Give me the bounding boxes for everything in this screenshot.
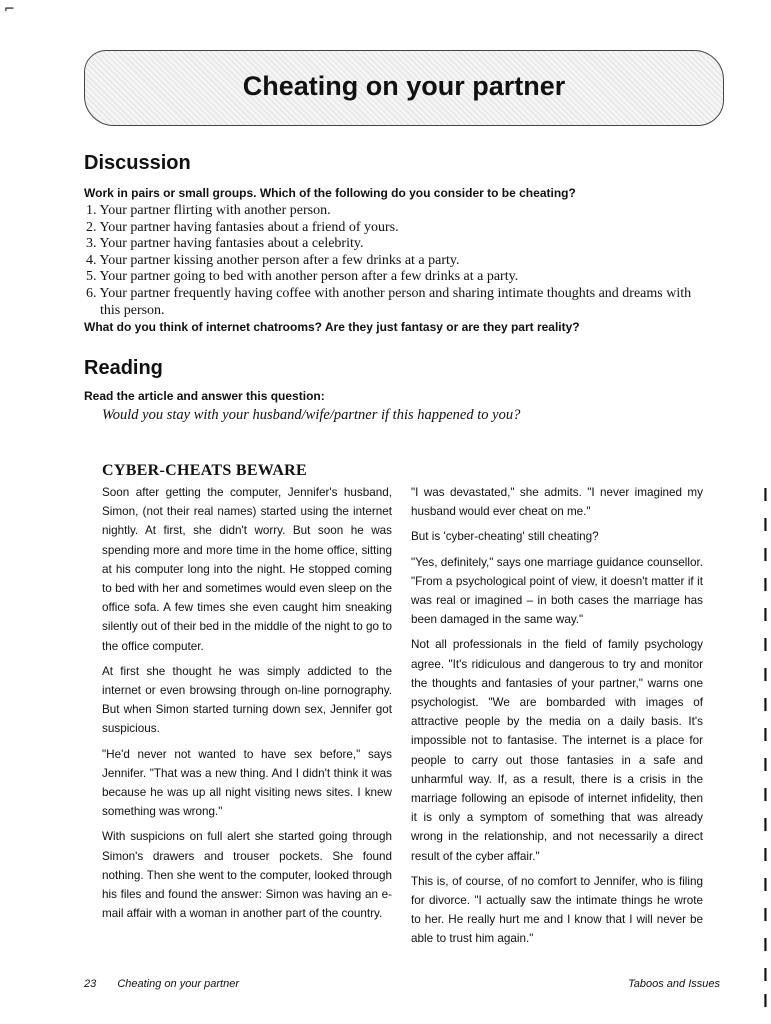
title-banner (84, 50, 724, 126)
article-paragraph: This is, of course, of no comfort to Jennifer, who is filing for divorce. "I actually saw the intimate things he wrote to her. He really hurt me and I know that I will never be able to trust him again." (411, 874, 703, 946)
footer-left (84, 978, 239, 990)
discussion-heading: Discussion (84, 152, 191, 174)
discussion-followup: What do you think of internet chatrooms? Are they just fantasy or are they part reality? (84, 320, 580, 334)
discussion-instruction: Work in pairs or small groups. Which of the following do you consider to be cheating? (84, 186, 576, 200)
footer-chapter: Cheating on your partner (117, 978, 239, 990)
footer-book-section: Taboos and Issues (628, 978, 720, 990)
page-title: Cheating on your partner (242, 71, 566, 101)
discussion-item-4: 4. Your partner kissing another person after a few drinks at a party. (86, 252, 460, 268)
article-paragraph: "He'd never not wanted to have sex before," says Jennifer. "That was a new thing. And I didn't think it was because he was up all night visiting news sites. I knew something was wrong." (102, 747, 392, 819)
discussion-item-1: 1. Your partner flirting with another person. (86, 203, 331, 218)
article-paragraph: Soon after getting the computer, Jennifer's husband, Simon, (not their real names) started using the internet nightly. At first, she didn't worry. But soon he was spending more and more time in the home office, sitting at his computer long into the night. He stopped coming to bed with her and sometimes would even sleep on the office sofa. A few times she even caught him sneaking silently out of their bed in the middle of the night to go to the office computer. (102, 486, 392, 653)
reading-instruction: Read the article and answer this question: (84, 389, 325, 403)
article-column-right (411, 483, 703, 955)
scan-mark-top-left: ⌐ (4, 2, 15, 17)
discussion-list (86, 203, 696, 319)
discussion-item-6: 6. Your partner frequently having coffee with another person and sharing intimate thoughts and dreams with this person. (86, 285, 692, 318)
article-paragraph: "Yes, definitely," says one marriage guidance counsellor. "From a psychological point of view, it doesn't matter if it was real or imagined – in both cases the marriage has been damaged in the same way." (411, 555, 703, 627)
article-paragraph: "I was devastated," she admits. "I never imagined my husband would ever cheat on me." (411, 486, 703, 519)
article-paragraph: With suspicions on full alert she started going through Simon's drawers and trouser pockets. She found nothing. Then she went to the computer, looked through his files and found the answer: Simon was having an e-mail affair with a woman in another part of the country. (102, 830, 392, 921)
discussion-item-5: 5. Your partner going to bed with another person after a few drinks at a party. (86, 269, 519, 285)
discussion-item-3: 3. Your partner having fantasies about a celebrity. (86, 236, 364, 252)
reading-heading: Reading (84, 357, 163, 379)
article-paragraph: Not all professionals in the field of family psychology agree. "It's ridiculous and dangerous to try and monitor the thoughts and fantasies of your partner," warns one psychologist. "We are bombarded with images of attractive people by the media on a daily basis. It's impossible not to fantasise. The internet is a place for people to carry out those fantasies in a safe and unharmful way. If, as a result, there is a crisis in the marriage following an episode of internet infidelity, then it is only a symptom of something that was already wrong in the relationship, and not necessarily a direct result of the cyber affair." (411, 638, 703, 863)
article-paragraph: But is 'cyber-cheating' still cheating? (411, 530, 599, 544)
reading-question: Would you stay with your husband/wife/partner if this happened to you? (102, 407, 521, 423)
article-column-left (102, 483, 392, 929)
page-number: 23 (84, 978, 97, 990)
discussion-item-2: 2. Your partner having fantasies about a friend of yours. (86, 219, 399, 235)
article-title: CYBER-CHEATS BEWARE (102, 462, 307, 479)
article-paragraph: At first she thought he was simply addicted to the internet or even browsing through on-line pornography. But when Simon started turning down sex, Jennifer got suspicious. (102, 664, 392, 736)
